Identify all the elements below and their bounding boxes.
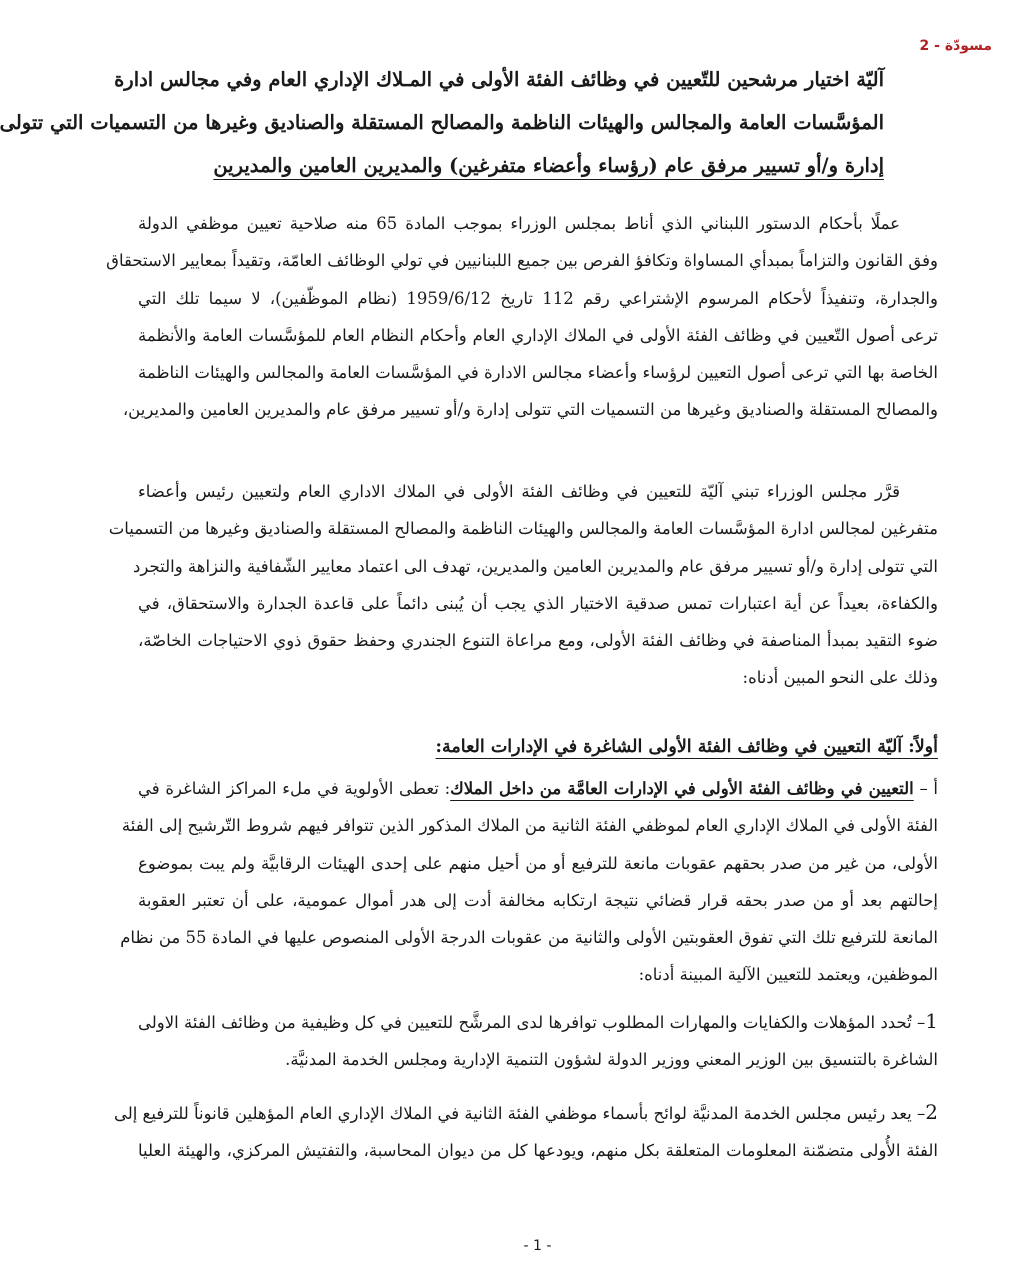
list-item-text: – يعد رئيس مجلس الخدمة المدنيَّة لوائح بأسماء موظفي الفئة الثانية في الملاك الإداري العام المؤهلين قانوناً للترفيع إلى	[113, 1104, 926, 1123]
paragraph-line: الأولى، من غير من صدر بحقهم عقوبات مانعة للترفيع أو من أحيل منهم على إحدى الهيئات الرقابيَّة ولم يبت بموضوع	[138, 853, 938, 873]
paragraph-line: متفرغين لمجالس ادارة المؤسَّسات العامة والمجالس والهيئات الناظمة والمصالح المستقلة والصناديق وغيرها من التسميات	[108, 519, 938, 539]
document-title	[0, 58, 884, 187]
sub-a-after-bold: : تعطى الأولوية في ملء المراكز الشاغرة في	[138, 779, 451, 798]
sub-a-first-line	[138, 770, 938, 807]
list-item-number: 2	[925, 1100, 938, 1124]
paragraph-line: قرَّر مجلس الوزراء تبني آليّة للتعيين في وظائف الفئة الأولى في الملاك الاداري العام ولتعيين رئيس وأعضاء	[138, 482, 900, 501]
paragraph-line: والجدارة، وتنفيذاً لأحكام المرسوم الإشتراعي رقم 112 تاريخ 1959/6/12 (نظام الموظّفين)، لا سيما تلك التي	[138, 288, 938, 308]
paragraph-line: وذلك على النحو المبين أدناه:	[742, 668, 938, 688]
title-line-2: المؤسَّسات العامة والمجالس والهيئات الناظمة والمصالح المستقلة والصناديق وغيرها من التسميات التي تتولى	[0, 111, 884, 134]
sub-a-prefix: أ –	[913, 779, 938, 798]
paragraph-line: ترعى أصول التّعيين في وظائف الفئة الأولى في الملاك الإداري العام وأحكام النظام العام للمؤسَّسات العامة والأنظمة	[138, 325, 938, 345]
list-item-2-line	[113, 1094, 938, 1132]
paragraph-line: المانعة للترفيع تلك التي تفوق العقوبتين الأولى والثانية من عقوبات الدرجة الأولى المنصوص عليها في المادة 55 من نظام	[120, 928, 938, 948]
paragraph-line: التي تتولى إدارة و/أو تسيير مرفق عام والمديرين العامين والمديرين، تهدف الى اعتماد معايير الشّفافية والنزاهة والتجرد	[133, 556, 938, 576]
list-item-text: – تُحدد المؤهلات والكفايات والمهارات المطلوب توافرها لدى المرشَّح للتعيين في كل وظيفية من وظائف الفئة الاولى	[138, 1013, 926, 1032]
list-item-number: 1	[925, 1009, 938, 1033]
page-number: - 1 -	[523, 1238, 552, 1254]
paragraph-preamble	[106, 205, 938, 429]
paragraph-line: إحالتهم بعد أو من صدر بحقه قرار قضائي نتيجة ارتكابه مخالفة أدت إلى هدر أموال عمومية، على أن تعتبر العقوبة	[138, 890, 938, 910]
paragraph-line: وفق القانون والتزاماً بمبدأي المساواة وتكافؤ الفرص بين جميع اللبنانيين في تولي الوظائف العامّة، وتقيداً بمعايير الاستحقاق	[106, 251, 938, 271]
title-line-1: آليّة اختيار مرشحين للتّعيين في وظائف الفئة الأولى في المـلاك الإداري العام وفي مجالس ادارة	[114, 68, 884, 91]
sub-a-bold-title: التعيين في وظائف الفئة الأولى في الإدارات العامَّة من داخل الملاك	[450, 779, 914, 798]
paragraph-line: والمصالح المستقلة والصناديق وغيرها من التسميات التي تتولى إدارة و/أو تسيير مرفق عام والمديرين العامين والمديرين،	[122, 400, 938, 420]
paragraph-line: الفئة الأولى في الملاك الإداري العام لموظفي الفئة الثانية من الملاك المذكور الذين تتوافر فيهم شروط التّرشيح إلى الفئة	[121, 816, 938, 836]
paragraph-line: ضوء التقيد بمبدأ المناصفة في وظائف الفئة الأولى، ومع مراعاة التنوع الجندري وحفظ حقوق ذوي الاحتياجات الخاصّة،	[138, 631, 938, 651]
paragraph-decision	[108, 473, 938, 697]
list-item-2	[113, 1094, 938, 1170]
list-item-line: الشاغرة بالتنسيق بين الوزير المعني ووزير الدولة لشؤون التنمية الإدارية ومجلس الخدمة المدنيَّة.	[285, 1050, 938, 1070]
paragraph-line: عملًا بأحكام الدستور اللبناني الذي أناط بمجلس الوزراء بموجب المادة 65 منه صلاحية تعيين موظفي الدولة	[138, 214, 900, 233]
list-item-1-line	[138, 1003, 938, 1041]
section-1-sub-a	[120, 770, 938, 994]
paragraph-line: الخاصة بها التي ترعى أصول التعيين لرؤساء وأعضاء مجالس الادارة في المؤسَّسات العامة والمجالس والهيئات الناظمة	[138, 363, 938, 383]
section-1-heading: أولاً: آليّة التعيين في وظائف الفئة الأولى الشاغرة في الإدارات العامة:	[435, 737, 938, 757]
title-line-3: إدارة و/أو تسيير مرفق عام (رؤساء وأعضاء متفرغين) والمديرين العامين والمديرين	[213, 154, 884, 177]
paragraph-line: الموظفين، ويعتمد للتعيين الآلية المبينة أدناه:	[638, 965, 938, 985]
paragraph-line: والكفاءة، بعيداً عن أية اعتبارات تمس صدقية الاختيار الذي يجب أن يُبنى دائماً على قاعدة الجدارة والاستحقاق، في	[138, 593, 938, 613]
list-item-line: الفئة الأُولى متضمّنة المعلومات المتعلقة بكل منهم، ويودعها كل من ديوان المحاسبة، والتفتيش المركزي، والهيئة العليا	[138, 1141, 938, 1161]
list-item-1	[138, 1003, 938, 1079]
draft-label: مسودّة - 2	[919, 38, 992, 54]
